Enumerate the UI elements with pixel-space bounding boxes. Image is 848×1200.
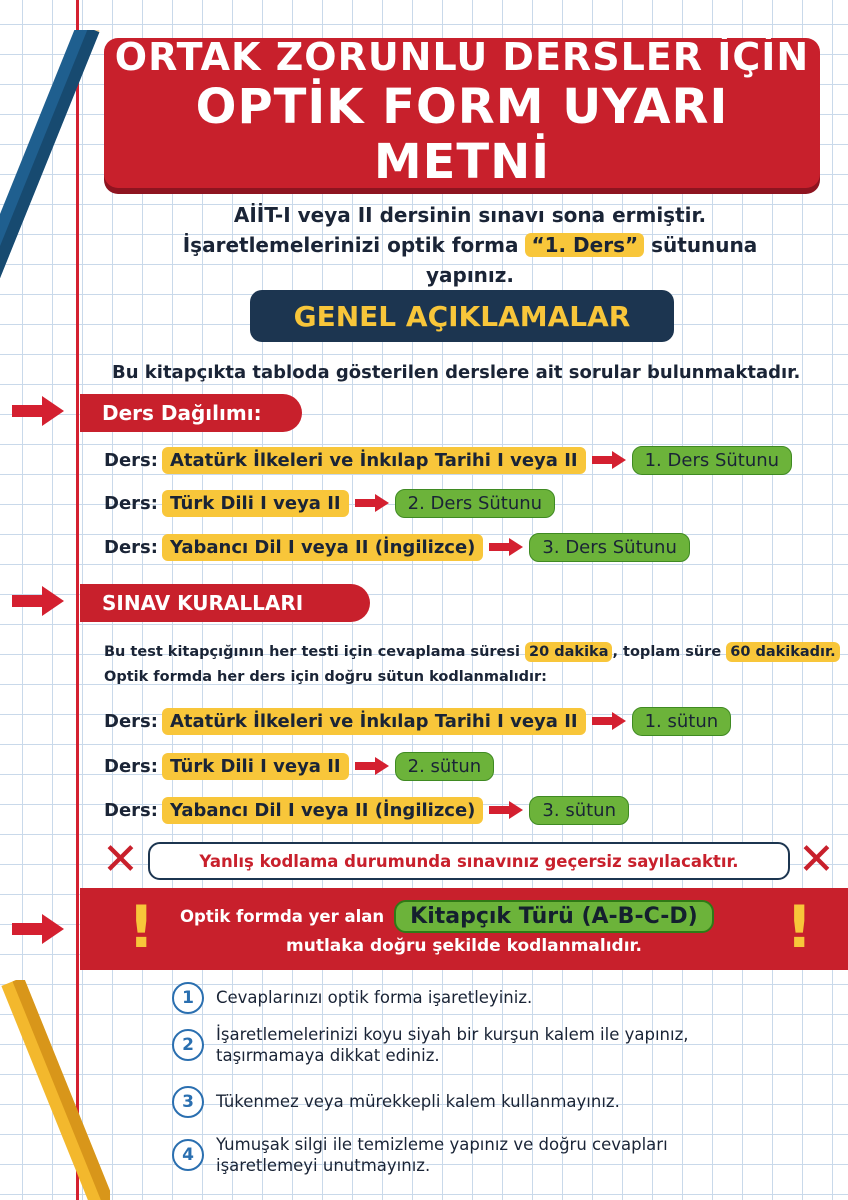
number-badge: 1	[172, 982, 204, 1014]
pencil-icon	[0, 980, 110, 1200]
pencil-icon	[0, 30, 110, 390]
intro-line-1: AİİT-I veya II dersinin sınavı sona ermiştir.	[233, 203, 707, 227]
column-pill: 1. sütun	[632, 707, 732, 736]
rules-line-1	[104, 640, 840, 665]
ders-row	[104, 488, 555, 518]
row-label: Ders:	[104, 492, 158, 514]
page-title	[104, 34, 820, 190]
arrow-right-icon	[12, 586, 64, 616]
instruction-text: işaretlemeyi unutmayınız.	[216, 1156, 431, 1176]
arrow-right-icon	[355, 494, 389, 512]
instruction-item	[172, 1134, 668, 1177]
arrow-right-icon	[592, 451, 626, 469]
rules-line-2: Optik formda her ders için doğru sütun kodlanmalıdır:	[104, 669, 547, 686]
arrow-right-icon	[489, 801, 523, 819]
ders-row	[104, 532, 690, 562]
intro-line-2	[150, 230, 790, 290]
intro-text	[150, 200, 790, 290]
arrow-right-icon	[12, 396, 64, 426]
row-label: Ders:	[104, 536, 158, 558]
instruction-item	[172, 1086, 620, 1118]
band-line-1-text: Optik formda yer alan	[180, 906, 385, 926]
title-line-2: OPTİK FORM UYARI METNİ	[195, 78, 729, 190]
tablo-note: Bu kitapçıkta tabloda gösterilen derslere ait sorular bulunmaktadır.	[112, 362, 801, 383]
x-mark-icon: ✕	[798, 834, 835, 885]
instruction-text: Cevaplarınızı optik forma işaretleyiniz.	[216, 988, 533, 1008]
intro-line-2-pre: İşaretlemelerinizi optik forma	[182, 233, 519, 257]
kural-row	[104, 706, 731, 736]
band-line-2: mutlaka doğru şekilde kodlanmalıdır.	[286, 936, 642, 956]
title-line-1: ORTAK ZORUNLU DERSLER İÇİN	[114, 34, 810, 79]
kitapcik-turu-pill: Kitapçık Türü (A-B-C-D)	[394, 900, 714, 933]
column-pill: 2. Ders Sütunu	[395, 489, 555, 518]
exclamation-icon: !	[128, 893, 155, 961]
course-pill: Türk Dili I veya II	[162, 753, 349, 780]
instruction-text: taşırmamaya dikkat ediniz.	[216, 1046, 440, 1066]
course-pill: Yabancı Dil I veya II (İngilizce)	[162, 797, 483, 824]
rules-text-pre: Bu test kitapçığının her testi için cevaplama süresi	[104, 644, 520, 660]
duration-highlight: 20 dakika	[525, 642, 612, 662]
arrow-right-icon	[489, 538, 523, 556]
exclamation-icon: !	[786, 893, 813, 961]
course-pill: Atatürk İlkeleri ve İnkılap Tarihi I veya II	[162, 447, 586, 474]
sinav-kurallari-text	[104, 640, 840, 691]
row-label: Ders:	[104, 449, 158, 471]
warning-box: Yanlış kodlama durumunda sınavınız geçersiz sayılacaktır.	[148, 842, 790, 880]
arrow-right-icon	[592, 712, 626, 730]
row-label: Ders:	[104, 755, 158, 777]
course-pill: Atatürk İlkeleri ve İnkılap Tarihi I veya II	[162, 708, 586, 735]
ders-row	[104, 445, 792, 475]
band-line-1	[180, 896, 714, 936]
arrow-right-icon	[12, 914, 64, 944]
genel-aciklamalar-heading: GENEL AÇIKLAMALAR	[250, 290, 674, 342]
instruction-text: İşaretlemelerinizi koyu siyah bir kurşun kalem ile yapınız,	[216, 1025, 689, 1044]
ders-dagilimi-heading: Ders Dağılımı:	[80, 394, 302, 432]
rules-text-mid: , toplam süre	[612, 644, 722, 660]
arrow-right-icon	[355, 757, 389, 775]
instruction-text: Yumuşak silgi ile temizleme yapınız ve doğru cevapları	[216, 1135, 668, 1154]
course-pill: Yabancı Dil I veya II (İngilizce)	[162, 534, 483, 561]
kural-row	[104, 795, 629, 825]
number-badge: 4	[172, 1139, 204, 1171]
column-pill: 2. sütun	[395, 752, 495, 781]
intro-line-2-post: sütununa yapınız.	[425, 233, 758, 287]
intro-highlight: “1. Ders”	[525, 233, 644, 257]
instruction-item	[172, 982, 532, 1014]
x-mark-icon: ✕	[102, 834, 139, 885]
column-pill: 3. Ders Sütunu	[529, 533, 689, 562]
instruction-text: Tükenmez veya mürekkepli kalem kullanmayınız.	[216, 1092, 620, 1112]
total-highlight: 60 dakikadır.	[726, 642, 839, 662]
row-label: Ders:	[104, 799, 158, 821]
column-pill: 3. sütun	[529, 796, 629, 825]
column-pill: 1. Ders Sütunu	[632, 446, 792, 475]
sinav-kurallari-heading: SINAV KURALLARI	[80, 584, 370, 622]
instruction-item	[172, 1024, 689, 1067]
number-badge: 2	[172, 1029, 204, 1061]
row-label: Ders:	[104, 710, 158, 732]
course-pill: Türk Dili I veya II	[162, 490, 349, 517]
number-badge: 3	[172, 1086, 204, 1118]
kural-row	[104, 751, 494, 781]
